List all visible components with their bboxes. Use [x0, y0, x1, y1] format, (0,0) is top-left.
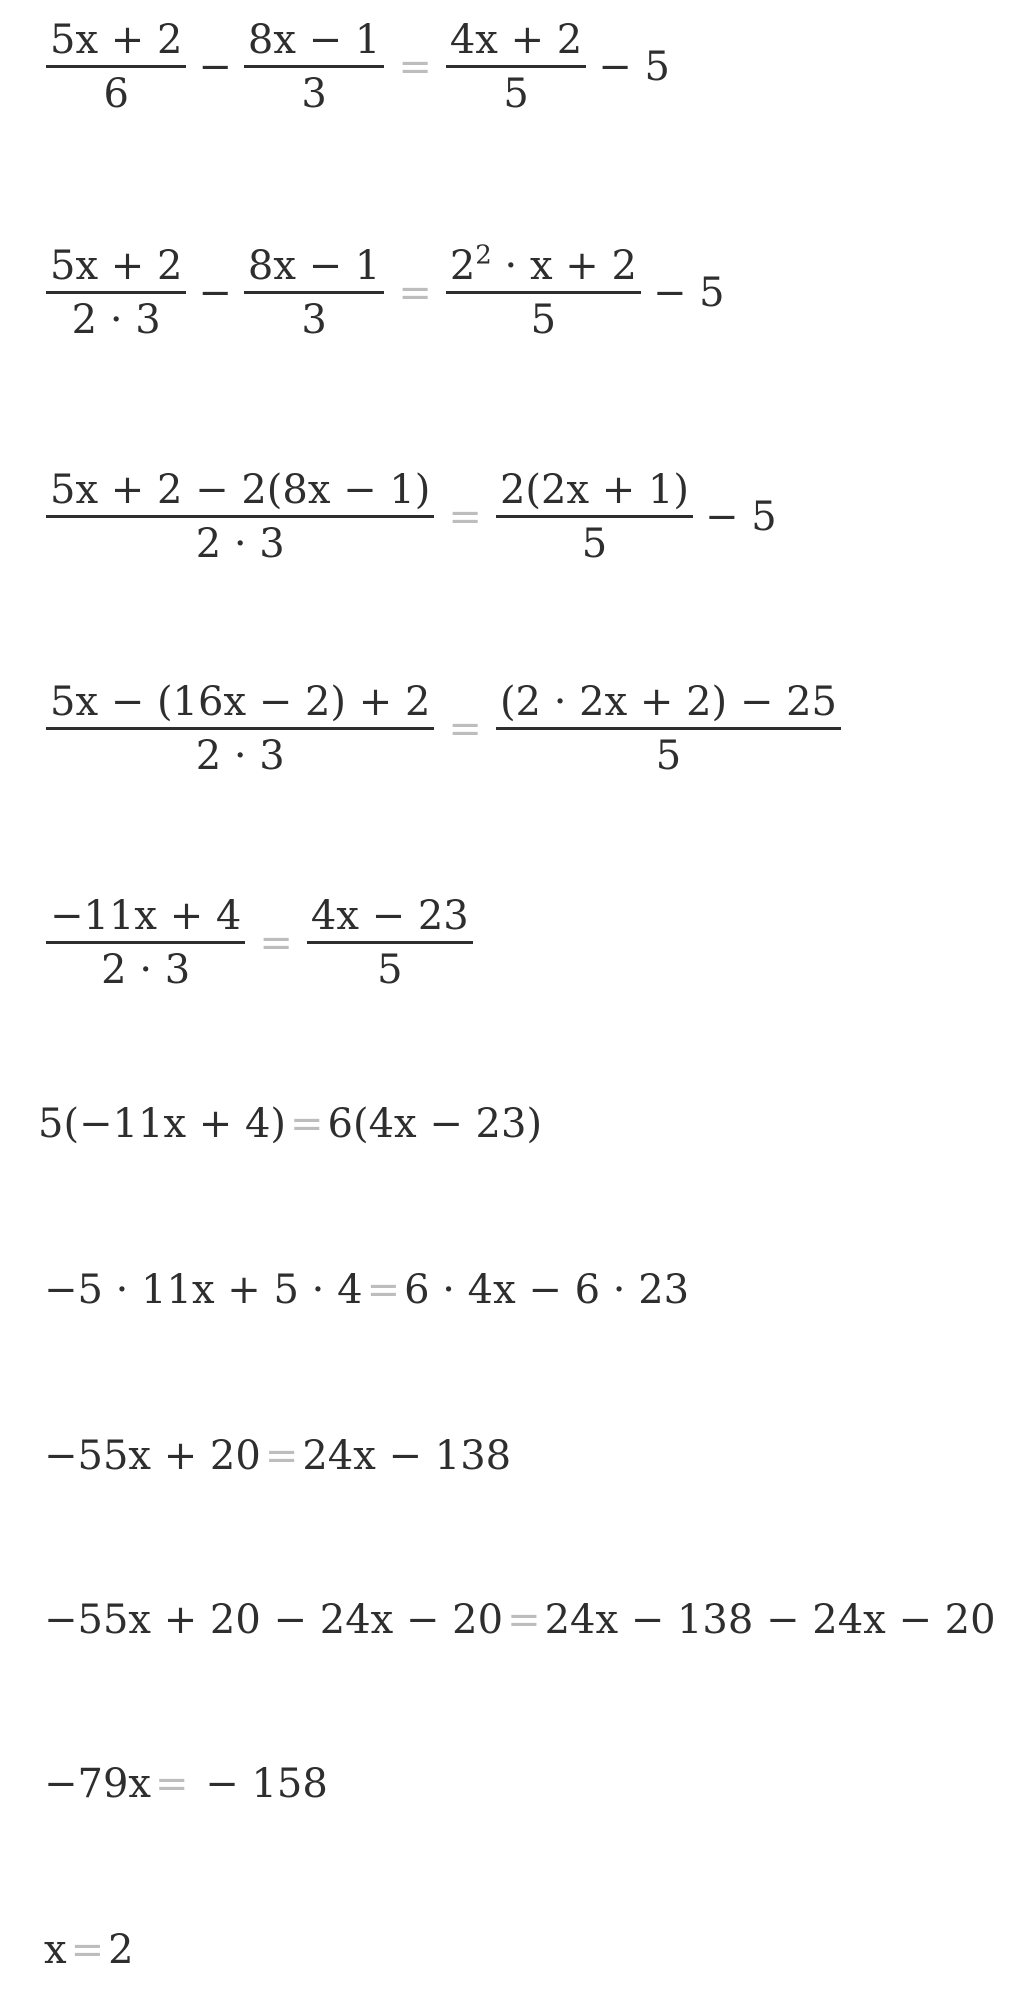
fraction-denominator: 2 · 3 — [195, 521, 285, 567]
power-exponent: 2 — [475, 240, 492, 271]
fraction-bar — [496, 515, 693, 518]
fraction — [46, 680, 434, 778]
fraction — [446, 18, 586, 116]
fraction-bar — [46, 941, 245, 944]
equation-rhs: 6(4x − 23) — [327, 1101, 543, 1147]
equals-sign: = — [290, 1101, 324, 1147]
equation-rhs: 24x − 138 − 24x − 20 — [544, 1597, 996, 1643]
operator: − — [198, 44, 232, 90]
equation-step-7 — [44, 1267, 690, 1313]
fraction-denominator: 2 · 3 — [195, 733, 285, 779]
equation-step-8 — [44, 1433, 512, 1479]
fraction-numerator: (2 · 2x + 2) − 25 — [499, 679, 837, 725]
fraction-denominator: 5 — [581, 521, 608, 567]
fraction-numerator: 5x + 2 — [50, 17, 183, 63]
equation-rhs: 24x − 138 — [302, 1433, 512, 1479]
equation-step-1 — [44, 18, 680, 116]
power-base: 2 — [449, 243, 476, 289]
equals-sign: = — [398, 270, 432, 316]
equation-step-5 — [44, 894, 475, 992]
fraction — [496, 680, 841, 778]
equation-step-6 — [38, 1101, 543, 1147]
fraction — [244, 18, 384, 116]
equals-sign: = — [398, 44, 432, 90]
equals-sign: = — [264, 1433, 299, 1479]
fraction — [46, 244, 186, 342]
equation-step-9 — [44, 1597, 996, 1643]
fraction-bar — [46, 291, 186, 294]
fraction — [244, 244, 384, 342]
fraction-bar — [496, 727, 841, 730]
fraction-numerator: 5x − (16x − 2) + 2 — [50, 679, 431, 725]
fraction-denominator: 5 — [503, 71, 529, 117]
fraction-denominator: 2 · 3 — [101, 947, 191, 993]
fraction-numerator: 5x + 2 — [50, 243, 183, 289]
fraction-denominator: 2 · 3 — [71, 297, 161, 343]
fraction-bar — [446, 65, 586, 68]
equation-step-2 — [44, 240, 735, 343]
equation-lhs: −79x — [44, 1761, 151, 1807]
fraction-denominator: 5 — [655, 733, 682, 779]
fraction — [46, 894, 245, 992]
fraction-bar — [244, 291, 384, 294]
fraction — [496, 468, 693, 566]
fraction-numerator: 8x − 1 — [247, 243, 381, 289]
fraction — [46, 18, 186, 116]
equation-lhs: −5 · 11x + 5 · 4 — [44, 1267, 363, 1313]
equals-sign: = — [507, 1597, 541, 1643]
equals-sign: = — [366, 1267, 401, 1313]
equation-lhs: −55x + 20 − 24x − 20 — [44, 1597, 504, 1643]
fraction-denominator: 3 — [301, 297, 327, 343]
fraction — [46, 468, 434, 566]
fraction-denominator: 5 — [377, 947, 403, 993]
fraction-bar — [446, 291, 641, 294]
equation-step-10 — [44, 1761, 328, 1807]
operator: − — [198, 270, 232, 316]
fraction-denominator: 5 — [530, 297, 557, 343]
fraction-numerator: −11x + 4 — [50, 893, 242, 939]
fraction-numerator: 8x − 1 — [247, 17, 381, 63]
expression-tail: − 5 — [598, 44, 670, 90]
equals-sign: = — [259, 920, 293, 966]
fraction — [446, 240, 641, 343]
equation-rhs: 6 · 4x − 6 · 23 — [404, 1267, 690, 1313]
fraction-denominator: 6 — [103, 71, 129, 117]
equals-sign: = — [448, 706, 482, 752]
equals-sign: = — [70, 1927, 105, 1973]
fraction-numerator: 4x − 23 — [310, 893, 469, 939]
equation-step-3 — [44, 468, 787, 566]
equation-lhs: x — [44, 1927, 67, 1973]
equation-lhs: 5(−11x + 4) — [38, 1101, 287, 1147]
expression-tail: − 5 — [705, 494, 777, 540]
equation-rhs: − 158 — [192, 1761, 328, 1807]
equals-sign: = — [154, 1761, 189, 1807]
fraction-bar — [46, 727, 434, 730]
fraction-numerator: 2(2x + 1) — [499, 467, 689, 513]
fraction-bar — [46, 65, 186, 68]
equation-rhs: 2 — [108, 1927, 134, 1973]
fraction-denominator: 3 — [301, 71, 327, 117]
fraction-bar — [307, 941, 473, 944]
fraction-bar — [46, 515, 434, 518]
equals-sign: = — [448, 494, 482, 540]
fraction-numerator: 5x + 2 − 2(8x − 1) — [50, 467, 431, 513]
equation-step-4 — [44, 680, 843, 778]
equation-lhs: −55x + 20 — [44, 1433, 261, 1479]
fraction — [307, 894, 473, 992]
equation-step-11 — [44, 1927, 134, 1973]
numerator-rest: · x + 2 — [491, 243, 637, 289]
fraction-numerator — [446, 240, 641, 289]
fraction-numerator: 4x + 2 — [449, 17, 583, 63]
fraction-bar — [244, 65, 384, 68]
expression-tail: − 5 — [652, 270, 725, 316]
